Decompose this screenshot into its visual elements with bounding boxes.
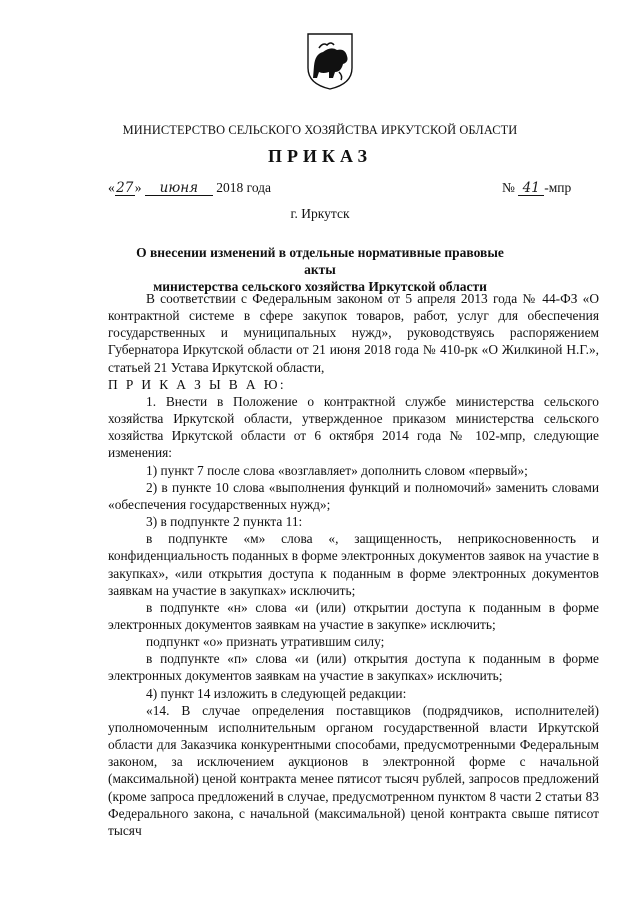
date-quote-close: » (134, 180, 142, 195)
date-year: 2018 года (216, 180, 272, 195)
paragraph-order-word: П Р И К А З Ы В А Ю: (108, 376, 286, 392)
city: г. Иркутск (290, 206, 350, 221)
paragraph-subitem-3: 3) в подпункте 2 пункта 11: (146, 514, 303, 530)
number-prefix: № (502, 180, 515, 195)
paragraph-item-1: 1. Внести в Положение о контрактной службе министерства сельского хозяйства Иркутской области, утвержденное приказом министерства сельского хозяйства Иркутской области от 6 октября 2014 года № 102-мпр, следующие изменения: (108, 393, 599, 461)
document-type: ПРИКАЗ (267, 146, 373, 166)
paragraph-subitem-1: 1) пункт 7 после слова «возглавляет» дополнить словом «первый»; (146, 462, 528, 478)
number-value: 41 (518, 181, 544, 196)
order-number (502, 180, 571, 196)
paragraph-subpoint-n: в подпункте «н» слова «и (или) открытии доступа к поданным в форме электронных документов заявкам на участие в закупке» исключить; (108, 599, 599, 632)
date-quote-open: « (108, 180, 115, 195)
paragraph-subitem-2: 2) в пункте 10 слова «выполнения функций и полномочий» заменить словами «обеспечения государственных нужд»; (108, 479, 599, 512)
title-line-1: О внесении изменений в отдельные нормативные правовые акты (136, 245, 504, 277)
title-line-2: министерства сельского хозяйства Иркутской области (153, 279, 487, 294)
date-month: июня (145, 181, 213, 196)
paragraph-subpoint-o: подпункт «о» признать утратившим силу; (146, 634, 385, 650)
ministry-name: МИНИСТЕРСТВО СЕЛЬСКОГО ХОЗЯЙСТВА ИРКУТСКОЙ ОБЛАСТИ (122, 123, 518, 137)
document-body (108, 290, 599, 839)
paragraph-point-14: «14. В случае определения поставщиков (подрядчиков, исполнителей) уполномоченным исполнительным органом государственной власти Иркутской области для Заказчика конкурентными способами, предусмотренными Федеральным законом, за исключением аукционов в электронной форме с начальной (максимальной) ценой контракта менее пятисот тысяч рублей, запросов предложений (кроме запроса предложений в случае, предусмотренном пунктом 8 части 2 статьи 83 Федерального закона, с начальной (максимальной) ценой контракта свыше пятисот тысяч (108, 702, 599, 838)
document-title (120, 244, 520, 295)
number-suffix: -мпр (544, 180, 572, 195)
paragraph-subpoint-p: в подпункте «п» слова «и (или) открытия доступа к поданным в форме электронных документов заявкам на участие в закупках» исключить; (108, 651, 599, 684)
paragraph-preamble: В соответствии с Федеральным законом от 5 апреля 2013 года № 44-ФЗ «О контрактной системе в сфере закупок товаров, работ, услуг для обеспечения государственных и муниципальных нужд», руководствуясь распоряжением Губернатора Иркутской области от 21 июня 2018 года № 410-рк «О Жилкиной Н.Г.», статьей 21 Устава Иркутской области, (108, 291, 599, 375)
order-date (108, 180, 271, 196)
date-day: 27 (116, 180, 134, 196)
paragraph-subitem-4: 4) пункт 14 изложить в следующей редакции: (146, 685, 407, 701)
paragraph-subpoint-m: в подпункте «м» слова «, защищенность, неприкосновенность и конфиденциальность поданных в форме электронных документов заявок на участие в закупках», «или открытия доступа к поданным в форме электронных документов заявкам на участие в закупках» исключить; (108, 531, 599, 598)
irkutsk-coat-of-arms-icon (305, 32, 355, 90)
